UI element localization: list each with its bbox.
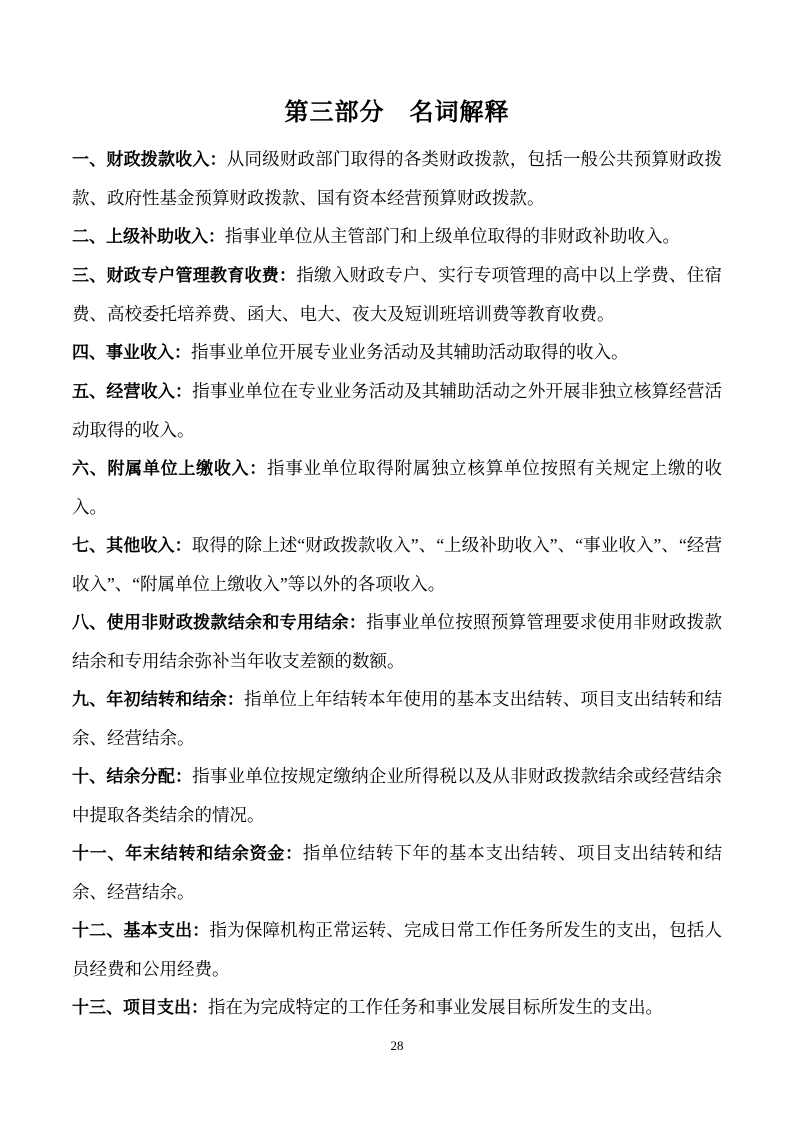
term-label: 十三、项目支出： [72, 998, 208, 1017]
term-label: 十一、年末结转和结余资金： [72, 844, 303, 863]
term-item-2 [72, 217, 722, 256]
term-item-9 [72, 680, 722, 757]
term-label: 三、财政专户管理教育收费： [72, 266, 297, 285]
term-item-10 [72, 757, 722, 834]
term-item-3 [72, 256, 722, 333]
page-title: 第三部分 名词解释 [284, 100, 510, 126]
term-definition: 指事业单位在专业业务活动及其辅助活动之外开展非独立核算经营活动取得的收入。 [72, 381, 723, 440]
term-label: 四、事业收入： [72, 343, 191, 362]
term-item-1 [72, 140, 722, 217]
term-label: 九、年初结转和结余： [72, 690, 245, 709]
term-definition: 取得的除上述“财政拨款收入”、“上级补助收入”、“事业收入”、“经营收入”、“附属单位上缴收入”等以外的各项收入。 [72, 535, 723, 594]
term-item-12 [72, 911, 722, 988]
term-item-7 [72, 526, 722, 603]
term-label: 八、使用非财政拨款结余和专用结余： [72, 613, 367, 632]
term-label: 二、上级补助收入： [72, 227, 225, 246]
term-definition: 指缴入财政专户、实行专项管理的高中以上学费、住宿费、高校委托培养费、函大、电大、夜大及短训班培训费等教育收费。 [72, 265, 722, 324]
term-label: 十二、基本支出： [72, 921, 210, 940]
term-definition: 指单位上年结转本年使用的基本支出结转、项目支出结转和结余、经营结余。 [72, 689, 723, 748]
term-label: 五、经营收入： [72, 382, 193, 401]
term-definition: 指在为完成特定的工作任务和事业发展目标所发生的支出。 [208, 997, 663, 1017]
term-item-13 [72, 988, 722, 1027]
term-definition: 指单位结转下年的基本支出结转、项目支出结转和结余、经营结余。 [72, 843, 722, 902]
term-definition: 指事业单位取得附属独立核算单位按照有关规定上缴的收入。 [72, 458, 722, 517]
term-definition: 指事业单位按照预算管理要求使用非财政拨款结余和专用结余弥补当年收支差额的数额。 [72, 612, 723, 671]
term-label: 六、附属单位上缴收入： [72, 459, 268, 478]
term-definition: 从同级财政部门取得的各类财政拨款，包括一般公共预算财政拨款、政府性基金预算财政拨款、国有资本经营预算财政拨款。 [72, 149, 722, 208]
term-label: 七、其他收入： [72, 536, 192, 555]
term-label: 十、结余分配： [72, 767, 193, 786]
glossary-terms [72, 140, 722, 1027]
term-definition: 指事业单位开展专业业务活动及其辅助活动取得的收入。 [191, 342, 629, 362]
term-definition: 指为保障机构正常运转、完成日常工作任务所发生的支出，包括人员经费和公用经费。 [72, 920, 723, 979]
term-label: 一、财政拨款收入： [72, 150, 227, 169]
term-item-6 [72, 449, 722, 526]
term-item-5 [72, 372, 722, 449]
page-number: 28 [390, 1038, 404, 1053]
term-item-8 [72, 603, 722, 680]
term-definition: 指事业单位从主管部门和上级单位取得的非财政补助收入。 [225, 226, 680, 246]
term-item-11 [72, 834, 722, 911]
term-definition: 指事业单位按规定缴纳企业所得税以及从非财政拨款结余或经营结余中提取各类结余的情况。 [72, 766, 723, 825]
term-item-4 [72, 333, 722, 372]
